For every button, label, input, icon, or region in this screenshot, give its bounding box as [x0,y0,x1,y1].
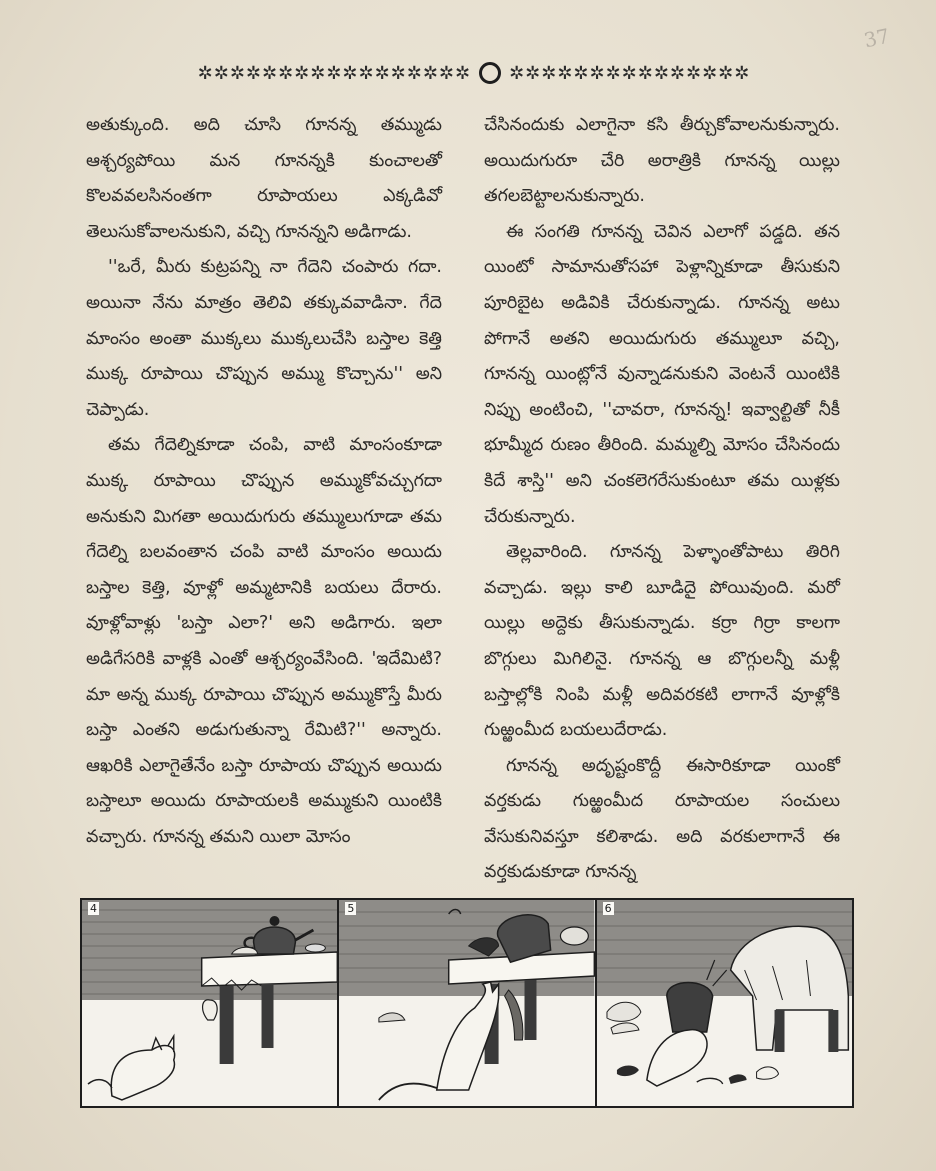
comic-panel [597,900,852,1106]
paragraph: చేసినందుకు ఎలాగైనా కసి తీర్చుకోవాలనుకున్నారు. అయిదుగురూ చేరి అరాత్రికి గూనన్న యిల్లు తగలబెట్టాలనుకున్నారు. [484,115,840,207]
cats-knocking-table-illustration [339,900,594,1106]
paragraph: తెల్లవారింది. గూనన్న పెళ్ళాంతోపాటు తిరిగి వచ్చాడు. ఇల్లు కాలి బూడిదై పోయివుంది. మరో యిల్లు అద్దెకు తీసుకున్నాడు. కర్రా గిర్రా కాలగా బొగ్గులు మిగిలినై. గూనన్న ఆ బొగ్గులన్నీ మళ్లీ బస్తాల్లోకి నింపి మళ్లీ అదివరకటి లాగానే వూళ్లోకి గుఱ్ఱంమీద బయలుదేరాడు. [484,542,840,741]
ornament-circle-icon [479,62,501,84]
ornament-band-right: ✲✲✲✲✲✲✲✲✲✲✲✲✲✲✲ [509,62,751,84]
cat-with-broken-pot-illustration [597,900,852,1106]
header-ornament [84,58,864,88]
panel-number: 6 [604,902,612,915]
right-text-column [484,108,840,891]
panel-number: 5 [347,902,355,915]
paragraph: ఈ సంగతి గూనన్న చెవిన ఎలాగో పడ్డది. తన యింటో సామానుతోసహా పెళ్లాన్నికూడా తీసుకుని పూరిబైట అడివికి చేరుకున్నాడు. గూనన్న అటు పోగానే అతని అయిదుగురు తమ్ములూ వచ్చి, గూనన్న యింట్లోనే వున్నాడనుకుని వెంటనే యింటికి నిప్పు అంటించి, ''చావరా, గూనన్న! ఇవ్వాల్టితో నీకీ భూమ్మీద రుణం తీరింది. మమ్మల్ని మోసం చేసినందు కిదే శాస్తి'' అని చంకలెగరేసుకుంటూ తమ యిళ్లకు చేరుకున్నారు. [484,221,840,527]
page-number: 37 [861,23,892,53]
paragraph: ''ఒరే, మీరు కుట్రపన్ని నా గేదెని చంపారు గదా. అయినా నేను మాత్రం తెలివి తక్కువవాడినా. గేదె మాంసం అంతా ముక్కలు ముక్కలుచేసి బస్తాల కెత్తి ముక్క రూపాయి చొప్పున అమ్ము కొచ్చాను'' అని చెప్పాడు. [86,257,442,420]
comic-strip [80,898,854,1108]
left-text-column [86,108,442,855]
paragraph: అతుక్కుంది. అది చూసి గూనన్న తమ్ముడు ఆశ్చర్యపోయి మన గూనన్నకి కుంచాలతో కొలవవలసినంతగా రూపాయలు ఎక్కడివో తెలుసుకోవాలనుకుని, వచ్చి గూనన్నని అడిగాడు. [86,115,442,242]
panel-number: 4 [90,902,97,915]
comic-panel [82,900,339,1106]
paragraph: గూనన్న అదృష్టంకొద్దీ ఈసారికూడా యింకో వర్తకుడు గుఱ్ఱంమీద రూపాయల సంచులు వేసుకునివస్తూ కలిశాడు. అది వరకులాగానే ఈ వర్తకుడుకూడా గూనన్న [484,755,840,883]
ornament-band-left: ✲✲✲✲✲✲✲✲✲✲✲✲✲✲✲✲✲ [197,62,472,84]
paragraph: తమ గేదెల్నికూడా చంపి, వాటి మాంసంకూడా ముక్క రూపాయి చొప్పున అమ్ముకోవచ్చుగదా అనుకుని మిగతా అయిదుగురు తమ్ములుగూడా తమ గేదెల్ని బలవంతాన చంపి వాటి మాంసం అయిదు బస్తాల కెత్తి, వూళ్లో అమ్మటానికి బయలు దేరారు. వూళ్లోవాళ్లు 'బస్తా ఎలా?' అని అడిగారు. ఇలా అడిగేసరికి వాళ్లకి ఎంతో ఆశ్చర్యంవేసింది. 'ఇదేమిటి? మా అన్న ముక్క రూపాయి చొప్పున అమ్ముకొస్తే మీరు బస్తా ఎంతని అడుగుతున్నా రేమిటి?'' అన్నారు. ఆఖరికి ఎలాగైతేనేం బస్తా రూపాయ చొప్పున అయిదు బస్తాలూ అయిదు రూపాయలకి అమ్ముకుని యింటికి వచ్చారు. గూనన్న తమని యిలా మోసం [86,435,442,847]
comic-panel [339,900,596,1106]
cat-and-teapot-illustration [82,900,337,1106]
